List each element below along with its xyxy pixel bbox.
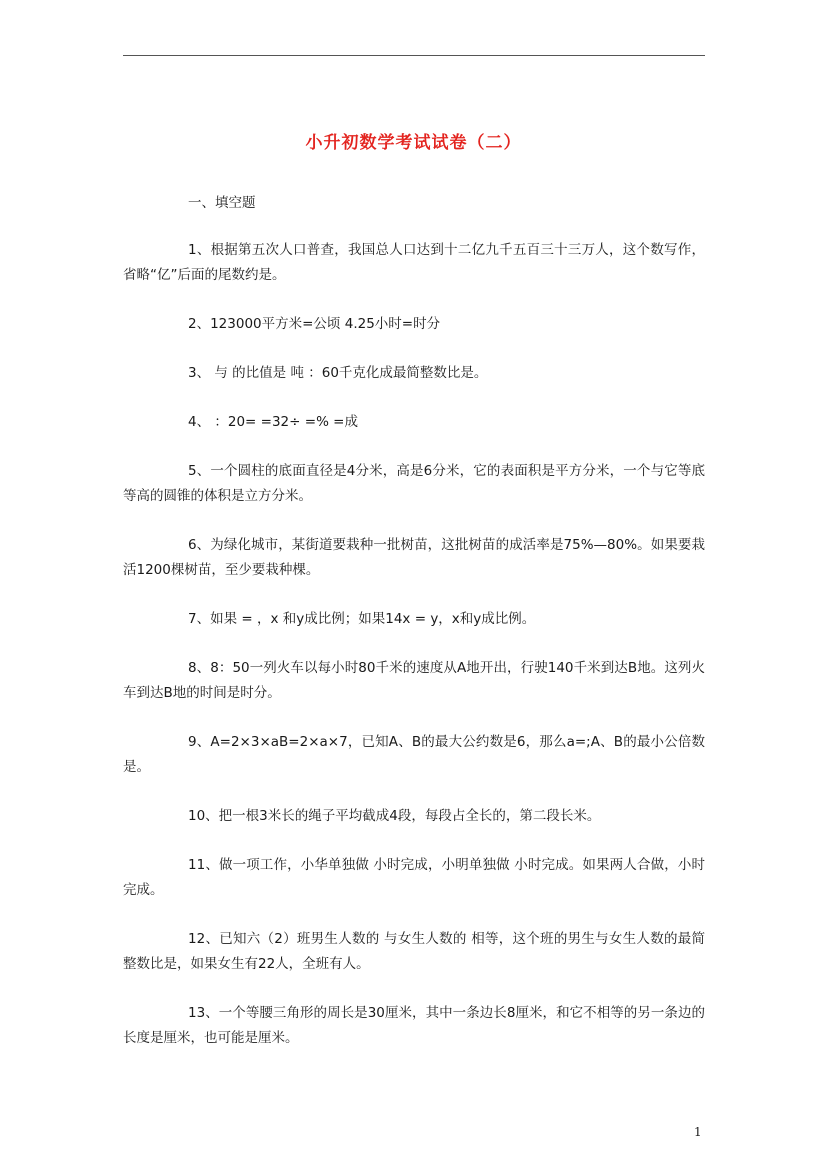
question-8: 8、8：50一列火车以每小时80千米的速度从A地开出，行驶140千米到达B地。这列火车到达B地的时间是时分。: [123, 660, 705, 701]
header-rule: [123, 55, 705, 56]
question-5: 5、一个圆柱的底面直径是4分米，高是6分米，它的表面积是平方分米，一个与它等底等高的圆锥的体积是立方分米。: [123, 463, 705, 504]
question-2: 2、123000平方米=公顷 4.25小时=时分: [188, 316, 441, 332]
question-4: 4、 ：20= =32÷ =% =成: [188, 414, 358, 430]
question-12: 12、已知六（2）班男生人数的 与女生人数的 相等，这个班的男生与女生人数的最简整数比是，如果女生有22人，全班有人。: [123, 931, 705, 972]
question-6: 6、为绿化城市，某街道要栽种一批树苗，这批树苗的成活率是75%—80%。如果要栽活1200棵树苗，至少要栽种棵。: [123, 537, 705, 578]
question-3: 3、 与 的比值是 吨 ：60千克化成最简整数比是。: [188, 365, 488, 381]
question-list: [123, 238, 705, 1075]
question-1: 1、根据第五次人口普查，我国总人口达到十二亿九千五百三十三万人，这个数写作，省略“亿”后面的尾数约是。: [123, 242, 705, 283]
question-10: 10、把一根3米长的绳子平均截成4段，每段占全长的，第二段长米。: [188, 808, 601, 824]
page-number: 1: [694, 1125, 702, 1139]
question-11: 11、做一项工作，小华单独做 小时完成，小明单独做 小时完成。如果两人合做，小时完成。: [123, 857, 705, 898]
section-heading: 一、填空题: [188, 195, 256, 211]
page-title: 小升初数学考试试卷（二）: [305, 133, 522, 153]
question-9: 9、A=2×3×aB=2×a×7，已知A、B的最大公约数是6，那么a=;A、B的最小公倍数是。: [123, 734, 705, 775]
question-7: 7、如果 = ，x 和y成比例；如果14x = y，x和y成比例。: [188, 611, 536, 627]
question-13: 13、一个等腰三角形的周长是30厘米，其中一条边长8厘米，和它不相等的另一条边的长度是厘米，也可能是厘米。: [123, 1005, 705, 1046]
